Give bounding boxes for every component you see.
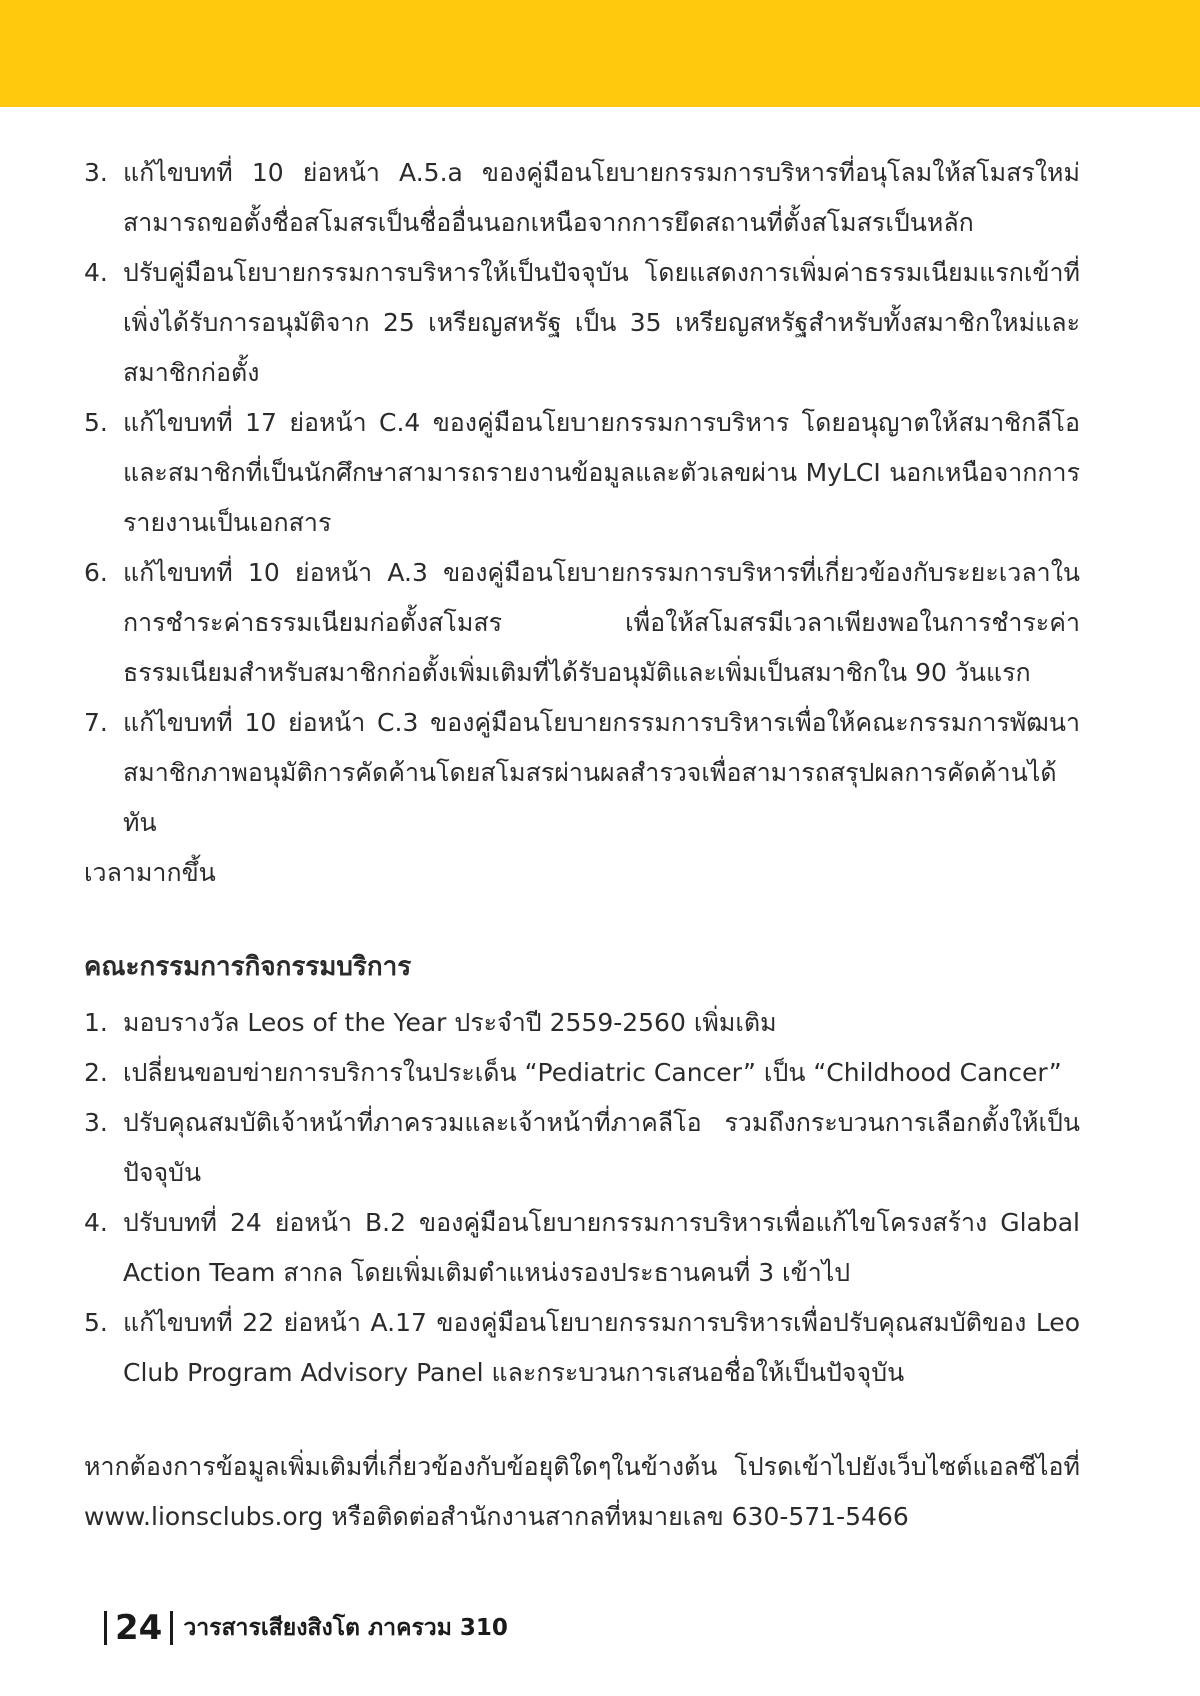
- list-item: [84, 248, 1080, 398]
- footer-divider: [170, 1611, 173, 1645]
- list-item-text: แก้ไขบทที่ 10 ย่อหน้า C.3 ของคู่มือนโยบายกรรมการบริหารเพื่อให้คณะกรรมการพัฒนาสมาชิกภาพอนุมัติการคัดค้านโดยสโมสรผ่านผลสำรวจเพื่อสามารถสรุปผลการคัดค้านได้ทัน: [123, 708, 1080, 837]
- list-item-tail-text: เวลามากขึ้น: [84, 858, 216, 887]
- list-item-number: 3.: [84, 158, 108, 187]
- list-item: [84, 548, 1080, 698]
- footer-divider: [104, 1611, 107, 1645]
- section-spacer: [84, 898, 1080, 942]
- list-item-number: 3.: [84, 1108, 108, 1137]
- list-item-number: 4.: [84, 258, 108, 287]
- list-item-text: แก้ไขบทที่ 22 ย่อหน้า A.17 ของคู่มือนโยบายกรรมการบริหารเพื่อปรับคุณสมบัติของ Leo Club Program Advisory Panel และกระบวนการเสนอชื่อให้เป็นปัจจุบัน: [123, 1308, 1080, 1387]
- document-body: [84, 148, 1080, 1542]
- list-item-number: 5.: [84, 408, 108, 437]
- list-item-text: ปรับบทที่ 24 ย่อหน้า B.2 ของคู่มือนโยบายกรรมการบริหารเพื่อแก้ไขโครงสร้าง Glabal Action Team สากล โดยเพิ่มเติมตำแหน่งรองประธานคนที่ 3 เข้าไป: [123, 1208, 1080, 1287]
- list-item-number: 4.: [84, 1208, 108, 1237]
- list-item-text: ปรับคู่มือนโยบายกรรมการบริหารให้เป็นปัจจุบัน โดยแสดงการเพิ่มค่าธรรมเนียมแรกเข้าที่เพิ่งได้รับการอนุมัติจาก 25 เหรียญสหรัฐ เป็น 35 เหรียญสหรัฐสำหรับทั้งสมาชิกใหม่และสมาชิกก่อตั้ง: [123, 258, 1080, 387]
- header-color-band: [0, 0, 1200, 107]
- policy-list-continued: [84, 148, 1080, 898]
- closing-paragraph: หากต้องการข้อมูลเพิ่มเติมที่เกี่ยวข้องกับข้อยุติใดๆในข้างต้น โปรดเข้าไปยังเว็บไซต์แอลซีไอที่ www.lionsclubs.org หรือติดต่อสำนักงานสากลที่หมายเลข 630-571-5466: [84, 1452, 1080, 1531]
- list-item-text: แก้ไขบทที่ 10 ย่อหน้า A.5.a ของคู่มือนโยบายกรรมการบริหารที่อนุโลมให้สโมสรใหม่สามารถขอตั้งชื่อสโมสรเป็นชื่ออื่นนอกเหนือจากการยึดสถานที่ตั้งสโมสรเป็นหลัก: [123, 158, 1080, 237]
- list-item: [84, 998, 1080, 1048]
- page-footer: [104, 1606, 508, 1650]
- page-number: 24: [115, 1608, 163, 1648]
- list-item: [84, 1198, 1080, 1298]
- list-item-number: 7.: [84, 708, 108, 737]
- list-item: [84, 1098, 1080, 1198]
- list-item-text: มอบรางวัล Leos of the Year ประจำปี 2559-2560 เพิ่มเติม: [123, 1008, 777, 1037]
- service-committee-list: [84, 998, 1080, 1398]
- list-item: [84, 1048, 1080, 1098]
- section-spacer: [84, 1398, 1080, 1442]
- list-item-number: 1.: [84, 1008, 108, 1037]
- list-item-number: 6.: [84, 558, 108, 587]
- list-item: [84, 398, 1080, 548]
- journal-title: วารสารเสียงสิงโต ภาครวม 310: [183, 1615, 508, 1641]
- list-item-text: เปลี่ยนขอบข่ายการบริการในประเด็น “Pediatric Cancer” เป็น “Childhood Cancer”: [123, 1058, 1062, 1087]
- list-item: [84, 148, 1080, 248]
- section-heading: คณะกรรมการกิจกรรมบริการ: [84, 952, 412, 982]
- list-item-text: ปรับคุณสมบัติเจ้าหน้าที่ภาครวมและเจ้าหน้าที่ภาคลีโอ รวมถึงกระบวนการเลือกตั้งให้เป็นปัจจุบัน: [123, 1108, 1080, 1187]
- list-item-number: 5.: [84, 1308, 108, 1337]
- list-item: [84, 698, 1080, 848]
- list-item: [84, 1298, 1080, 1398]
- list-item-number: 2.: [84, 1058, 108, 1087]
- list-item-text: แก้ไขบทที่ 17 ย่อหน้า C.4 ของคู่มือนโยบายกรรมการบริหาร โดยอนุญาตให้สมาชิกลีโอและสมาชิกที่เป็นนักศึกษาสามารถรายงานข้อมูลและตัวเลขผ่าน MyLCI นอกเหนือจากการรายงานเป็นเอกสาร: [123, 408, 1080, 537]
- list-item-text: แก้ไขบทที่ 10 ย่อหน้า A.3 ของคู่มือนโยบายกรรมการบริหารที่เกี่ยวข้องกับระยะเวลาในการชำระค่าธรรมเนียมก่อตั้งสโมสร เพื่อให้สโมสรมีเวลาเพียงพอในการชำระค่าธรรมเนียมสำหรับสมาชิกก่อตั้งเพิ่มเติมที่ได้รับอนุมัติและเพิ่มเป็นสมาชิกใน 90 วันแรก: [123, 558, 1080, 687]
